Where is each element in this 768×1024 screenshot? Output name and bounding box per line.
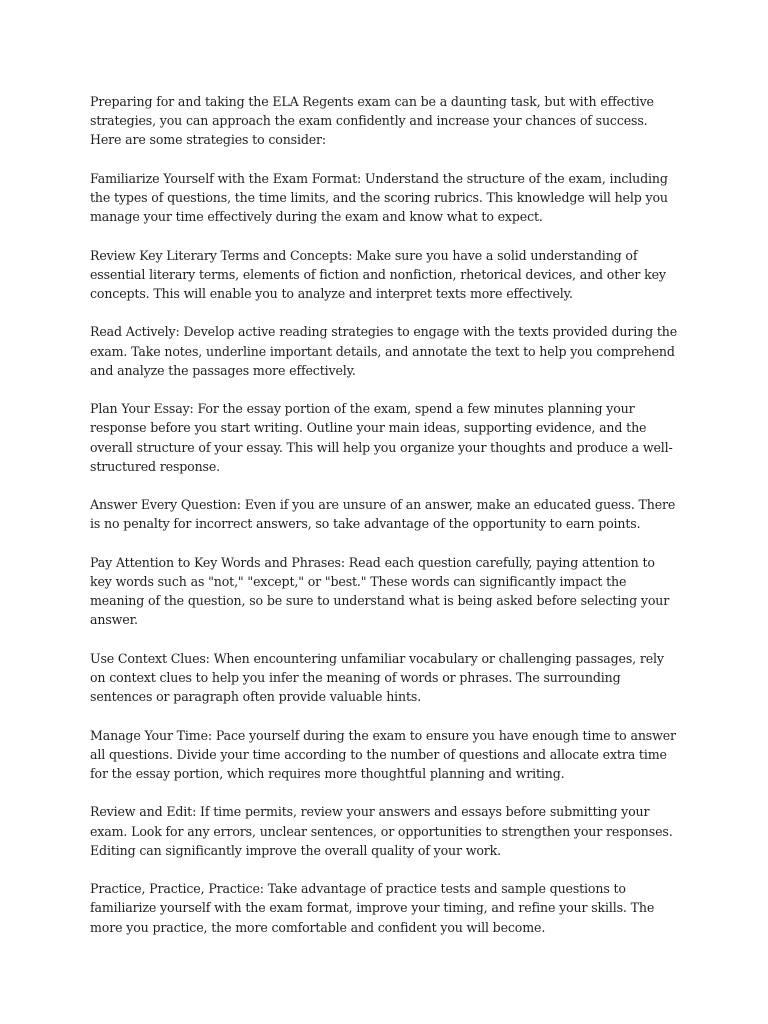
strategy-paragraph-exam-format: Familiarize Yourself with the Exam Format: Understand the structure of the exam, including the types of questions, the time limits, and the scoring rubrics. This knowledge will help you manage your time effectively during the exam and know what to expect. [90, 170, 668, 225]
strategy-paragraph-review-edit: Review and Edit: If time permits, review your answers and essays before submitting your exam. Look for any errors, unclear sentences, or opportunities to strengthen your responses. Editing can significantly improve the overall quality of your work. [90, 804, 673, 858]
intro-paragraph: Preparing for and taking the ELA Regents exam can be a daunting task, but with effective strategies, you can approach the exam confidently and increase your chances of success. Here are some strategies to consider: [90, 94, 654, 148]
strategy-paragraph-read-actively: Read Actively: Develop active reading strategies to engage with the texts provided during the exam. Take notes, underline important details, and annotate the text to help you comprehend and analyze the passages more effectively. [90, 324, 678, 378]
strategy-paragraph-answer-every-question: Answer Every Question: Even if you are unsure of an answer, make an educated guess. There is no penalty for incorrect answers, so take advantage of the opportunity to earn points. [90, 497, 676, 532]
strategy-paragraph-key-words: Pay Attention to Key Words and Phrases: Read each question carefully, paying attention to key words such as "not," "except," or "best." These words can significantly impact the meaning of the question, so be sure to understand what is being asked before selecting your answer. [90, 554, 670, 628]
strategy-paragraph-practice: Practice, Practice, Practice: Take advantage of practice tests and sample questions to familiarize yourself with the exam format, improve your timing, and refine your skills. The more you practice, the more comfortable and confident you will become. [90, 881, 655, 935]
strategy-paragraph-context-clues: Use Context Clues: When encountering unfamiliar vocabulary or challenging passages, rely on context clues to help you infer the meaning of words or phrases. The surrounding sentences or paragraph often provide valuable hints. [90, 650, 664, 705]
strategy-paragraph-plan-essay: Plan Your Essay: For the essay portion of the exam, spend a few minutes planning your response before you start writing. Outline your main ideas, supporting evidence, and the overall structure of your essay. This will help you organize your thoughts and produce a well-structured response. [90, 401, 673, 474]
strategy-paragraph-manage-time: Manage Your Time: Pace yourself during the exam to ensure you have enough time to answer all questions. Divide your time according to the number of questions and allocate extra time for the essay portion, which requires more thoughtful planning and writing. [90, 727, 676, 781]
document-body [90, 92, 680, 956]
strategy-paragraph-literary-terms: Review Key Literary Terms and Concepts: Make sure you have a solid understanding of essential literary terms, elements of fiction and nonfiction, rhetorical devices, and other key concepts. This will enable you to analyze and interpret texts more effectively. [90, 247, 666, 301]
